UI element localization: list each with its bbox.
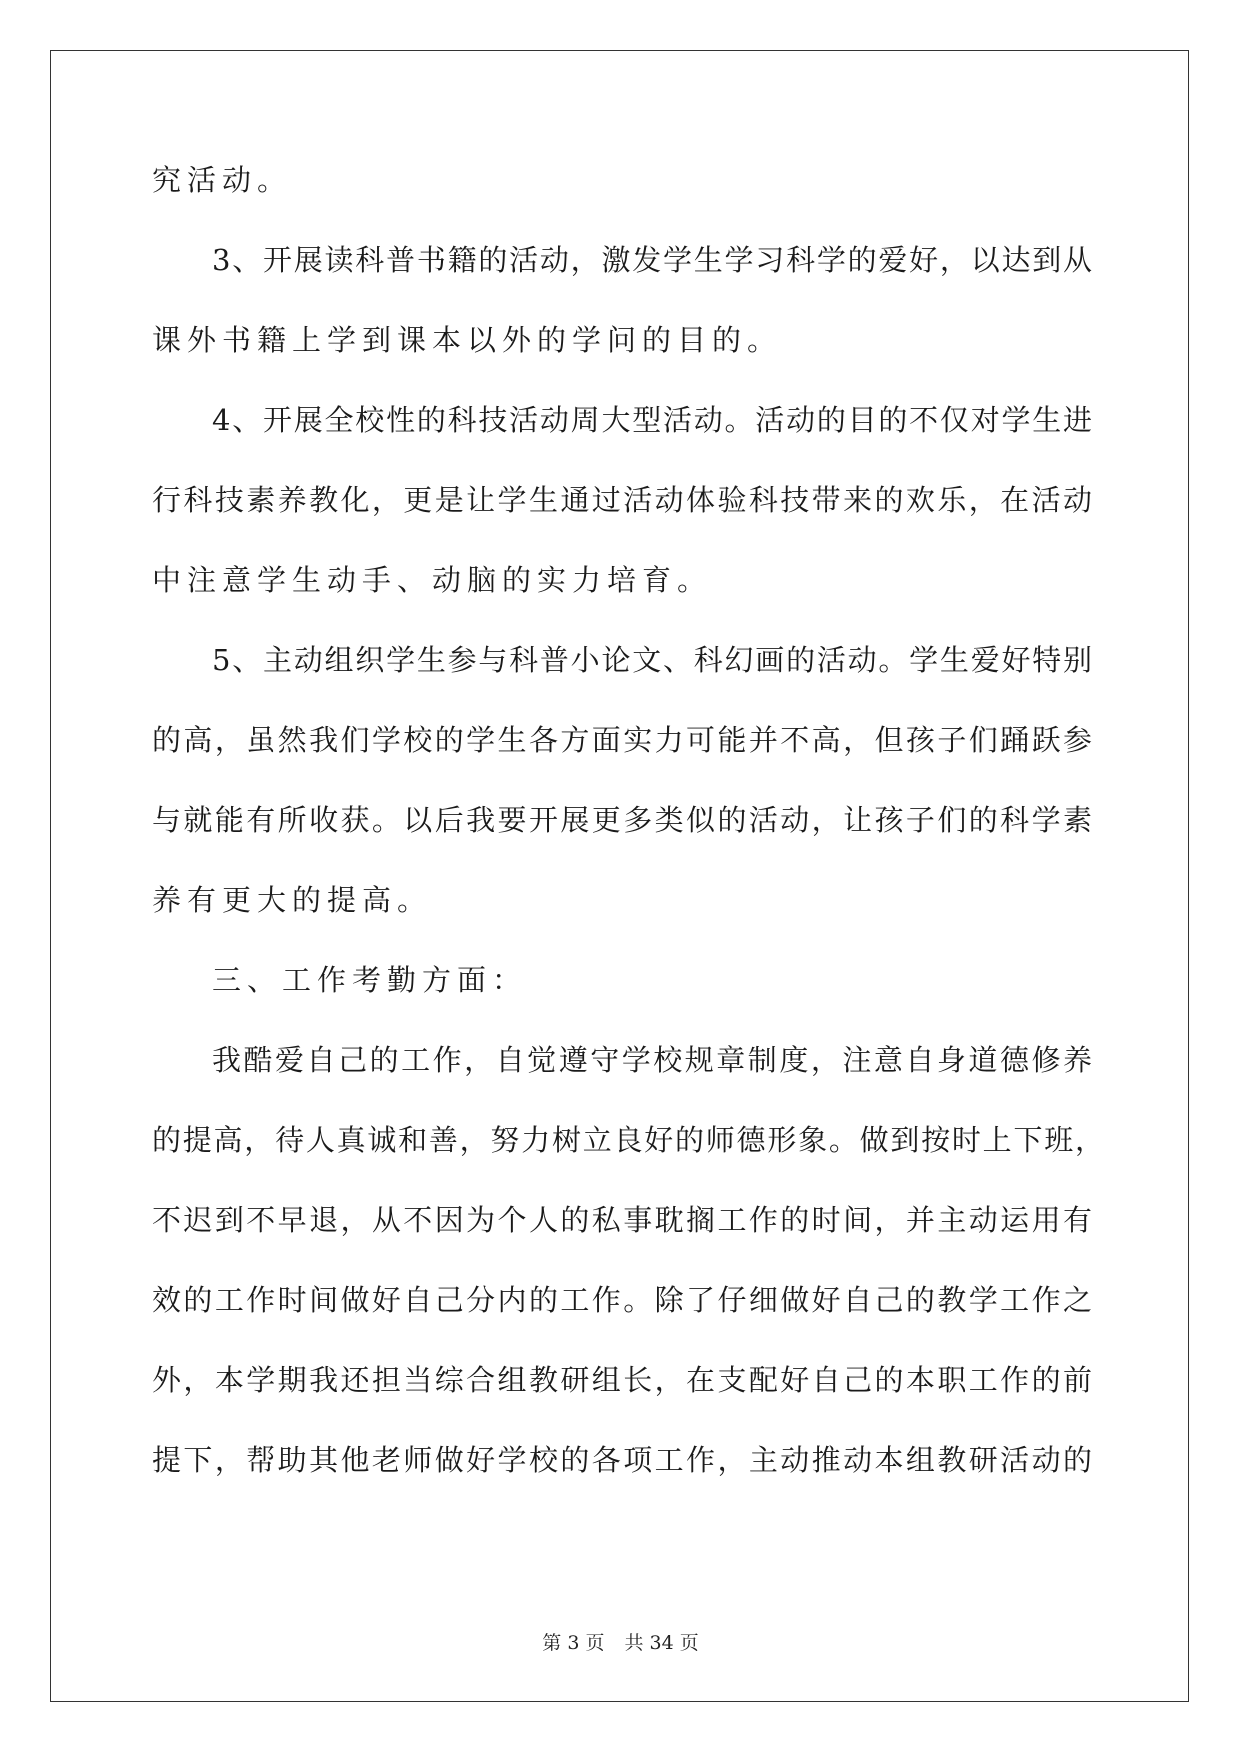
text-line: 的高，虽然我们学校的学生各方面实力可能并不高，但孩子们踊跃参 [152,723,1092,757]
text-line: 行科技素养教化，更是让学生通过活动体验科技带来的欢乐，在活动 [152,483,1092,517]
text-line: 的提高，待人真诚和善，努力树立良好的师德形象。做到按时上下班， [152,1123,1104,1157]
page-number: 第 3 页 [542,1632,605,1654]
text-line: 外，本学期我还担当综合组教研组长，在支配好自己的本职工作的前 [152,1363,1092,1397]
text-line: 提下，帮助其他老师做好学校的各项工作，主动推动本组教研活动的 [152,1443,1092,1477]
section-heading: 三、工作考勤方面： [212,963,528,997]
text-line: 与就能有所收获。以后我要开展更多类似的活动，让孩子们的科学素 [152,803,1092,837]
text-line: 3、开展读科普书籍的活动，激发学生学习科学的爱好，以达到从 [212,243,1092,277]
text-line: 4、开展全校性的科技活动周大型活动。活动的目的不仅对学生进 [212,403,1092,437]
text-line: 养有更大的提高。 [152,883,433,917]
text-line: 课外书籍上学到课本以外的学问的目的。 [152,323,783,357]
text-line: 中注意学生动手、动脑的实力培育。 [152,563,713,597]
page-footer [0,1628,1241,1655]
page-total: 共 34 页 [624,1632,699,1654]
text-line: 我酷爱自己的工作，自觉遵守学校规章制度，注意自身道德修养 [212,1043,1092,1077]
text-line: 5、主动组织学生参与科普小论文、科幻画的活动。学生爱好特别 [212,643,1092,677]
text-line: 不迟到不早退，从不因为个人的私事耽搁工作的时间，并主动运用有 [152,1203,1092,1237]
text-line: 效的工作时间做好自己分内的工作。除了仔细做好自己的教学工作之 [152,1283,1092,1317]
text-line: 究活动。 [152,163,293,197]
